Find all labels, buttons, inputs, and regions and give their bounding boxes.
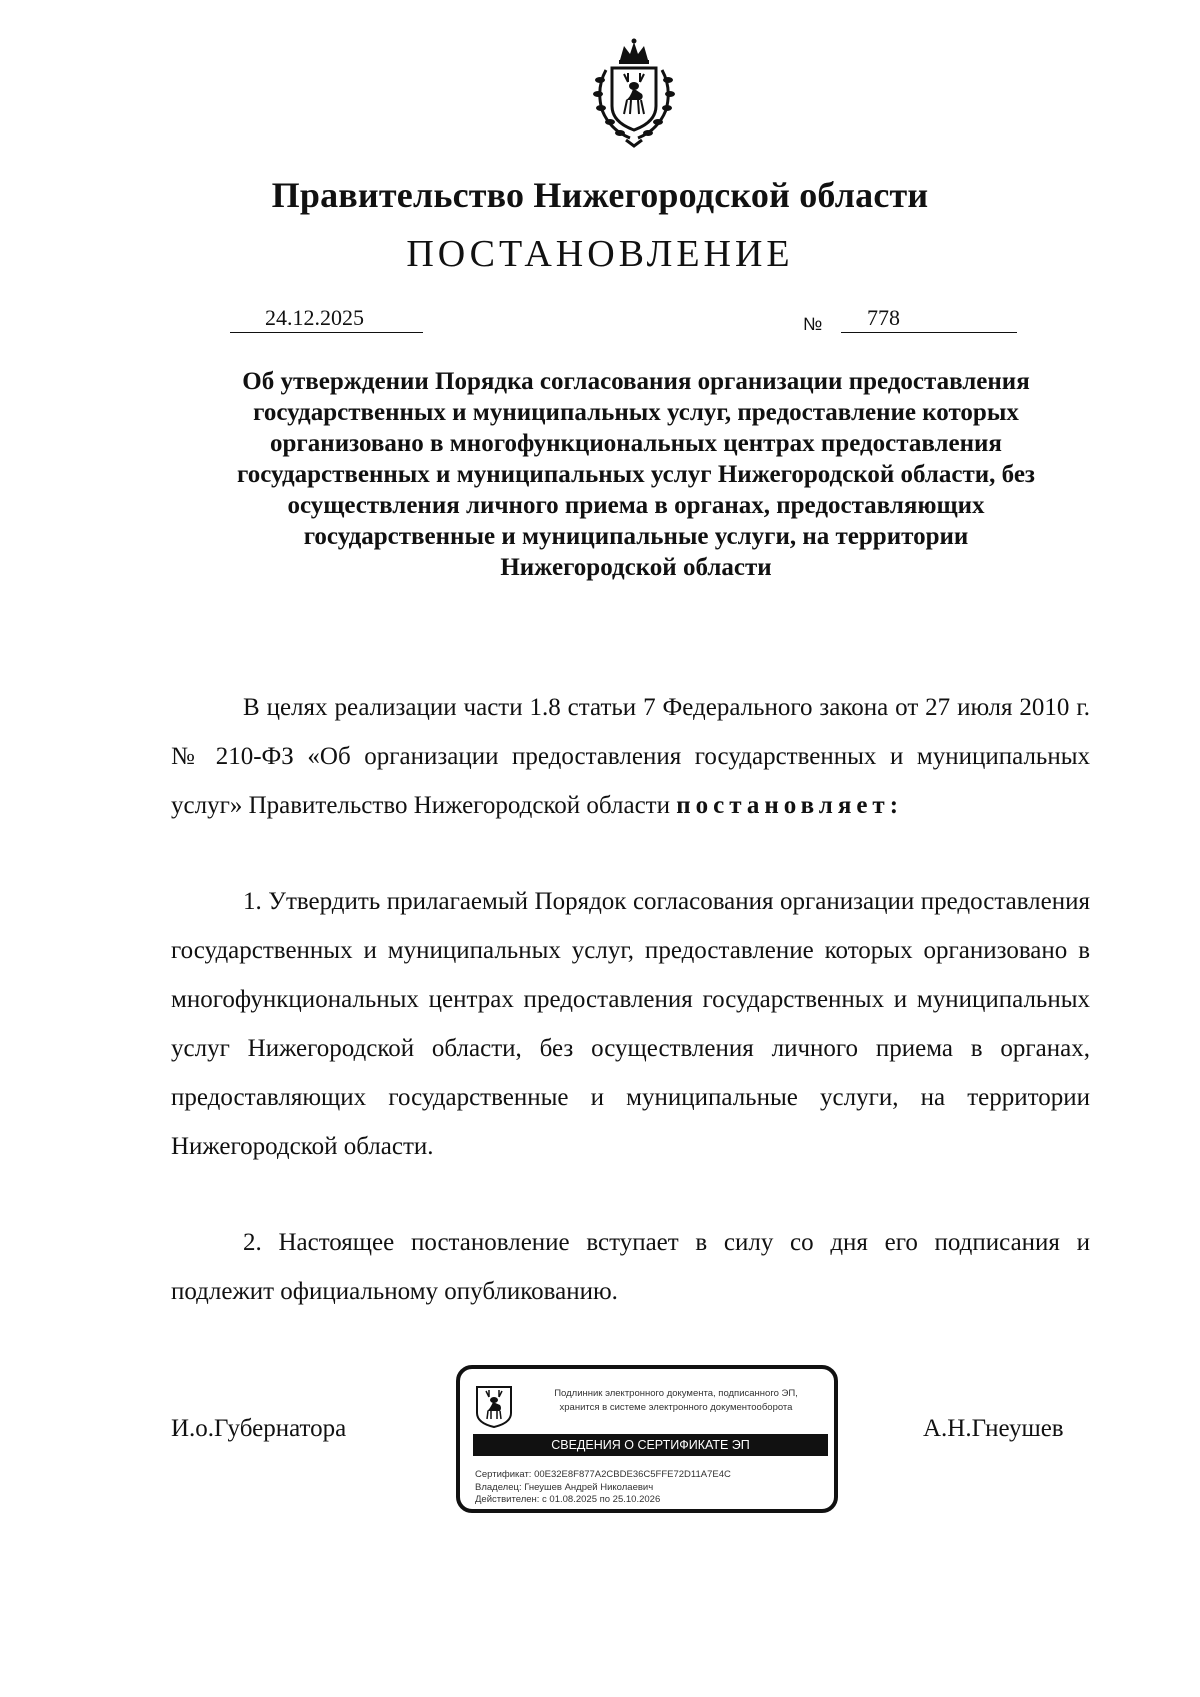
preamble-text: В целях реализации части 1.8 статьи 7 Федерального закона от 27 июля 2010 г. № 210-ФЗ «Об организации предоставления государственных и муниципальных услуг» Правительство Нижегородской области bbox=[171, 694, 1090, 819]
certificate-details bbox=[475, 1469, 731, 1507]
stamp-note-line-2: хранится в системе электронного документооборота bbox=[559, 1402, 793, 1413]
document-type: ПОСТАНОВЛЕНИЕ bbox=[406, 233, 794, 275]
document-subject: Об утверждении Порядка согласования организации предоставления государственных и муниципальных услуг, предоставление которых организовано в многофункциональных центрах предоставления государственных и муниципальных услуг Нижегородской области, без осуществления личного приема в органах, предоставляющих государственные и муниципальные услуги, на территории Нижегородской области bbox=[237, 368, 1035, 581]
item-2-paragraph bbox=[171, 1218, 1090, 1316]
signatory-role: И.о.Губернатора bbox=[171, 1415, 347, 1442]
coat-of-arms-icon bbox=[584, 38, 684, 150]
e-signature-stamp bbox=[456, 1365, 838, 1513]
stamp-note-line-1: Подлинник электронного документа, подписанного ЭП, bbox=[554, 1388, 798, 1399]
date-field bbox=[230, 302, 423, 333]
resolves-word: постановляет: bbox=[676, 792, 904, 819]
certificate-info-bar: СВЕДЕНИЯ О СЕРТИФИКАТЕ ЭП bbox=[473, 1434, 828, 1456]
certificate-serial: Сертификат: 00E32E8F877A2CBDE36C5FFE72D11A7E4C bbox=[475, 1469, 731, 1480]
stamp-note bbox=[526, 1387, 826, 1415]
number-label: № bbox=[803, 314, 823, 334]
document-number: 778 bbox=[867, 305, 900, 330]
item-1-text: 1. Утвердить прилагаемый Порядок согласования организации предоставления государственных и муниципальных услуг, предоставление которых организовано в многофункциональных центрах предоставления государственных и муниципальных услуг Нижегородской области, без осуществления личного приема в органах, предоставляющих государственные и муниципальные услуги, на территории Нижегородской области. bbox=[171, 888, 1090, 1160]
shield-deer-icon bbox=[475, 1385, 513, 1429]
organization-title: Правительство Нижегородской области bbox=[271, 175, 929, 215]
item-2-text: 2. Настоящее постановление вступает в силу со дня его подписания и подлежит официальному опубликованию. bbox=[171, 1229, 1090, 1305]
preamble-paragraph bbox=[171, 683, 1090, 830]
document-date: 24.12.2025 bbox=[265, 305, 364, 330]
item-1-paragraph bbox=[171, 877, 1090, 1171]
number-field bbox=[841, 302, 1017, 333]
certificate-validity: Действителен: с 01.08.2025 по 25.10.2026 bbox=[475, 1494, 661, 1505]
signatory-name: А.Н.Гнеушев bbox=[923, 1415, 1064, 1442]
certificate-owner: Владелец: Гнеушев Андрей Николаевич bbox=[475, 1481, 654, 1493]
